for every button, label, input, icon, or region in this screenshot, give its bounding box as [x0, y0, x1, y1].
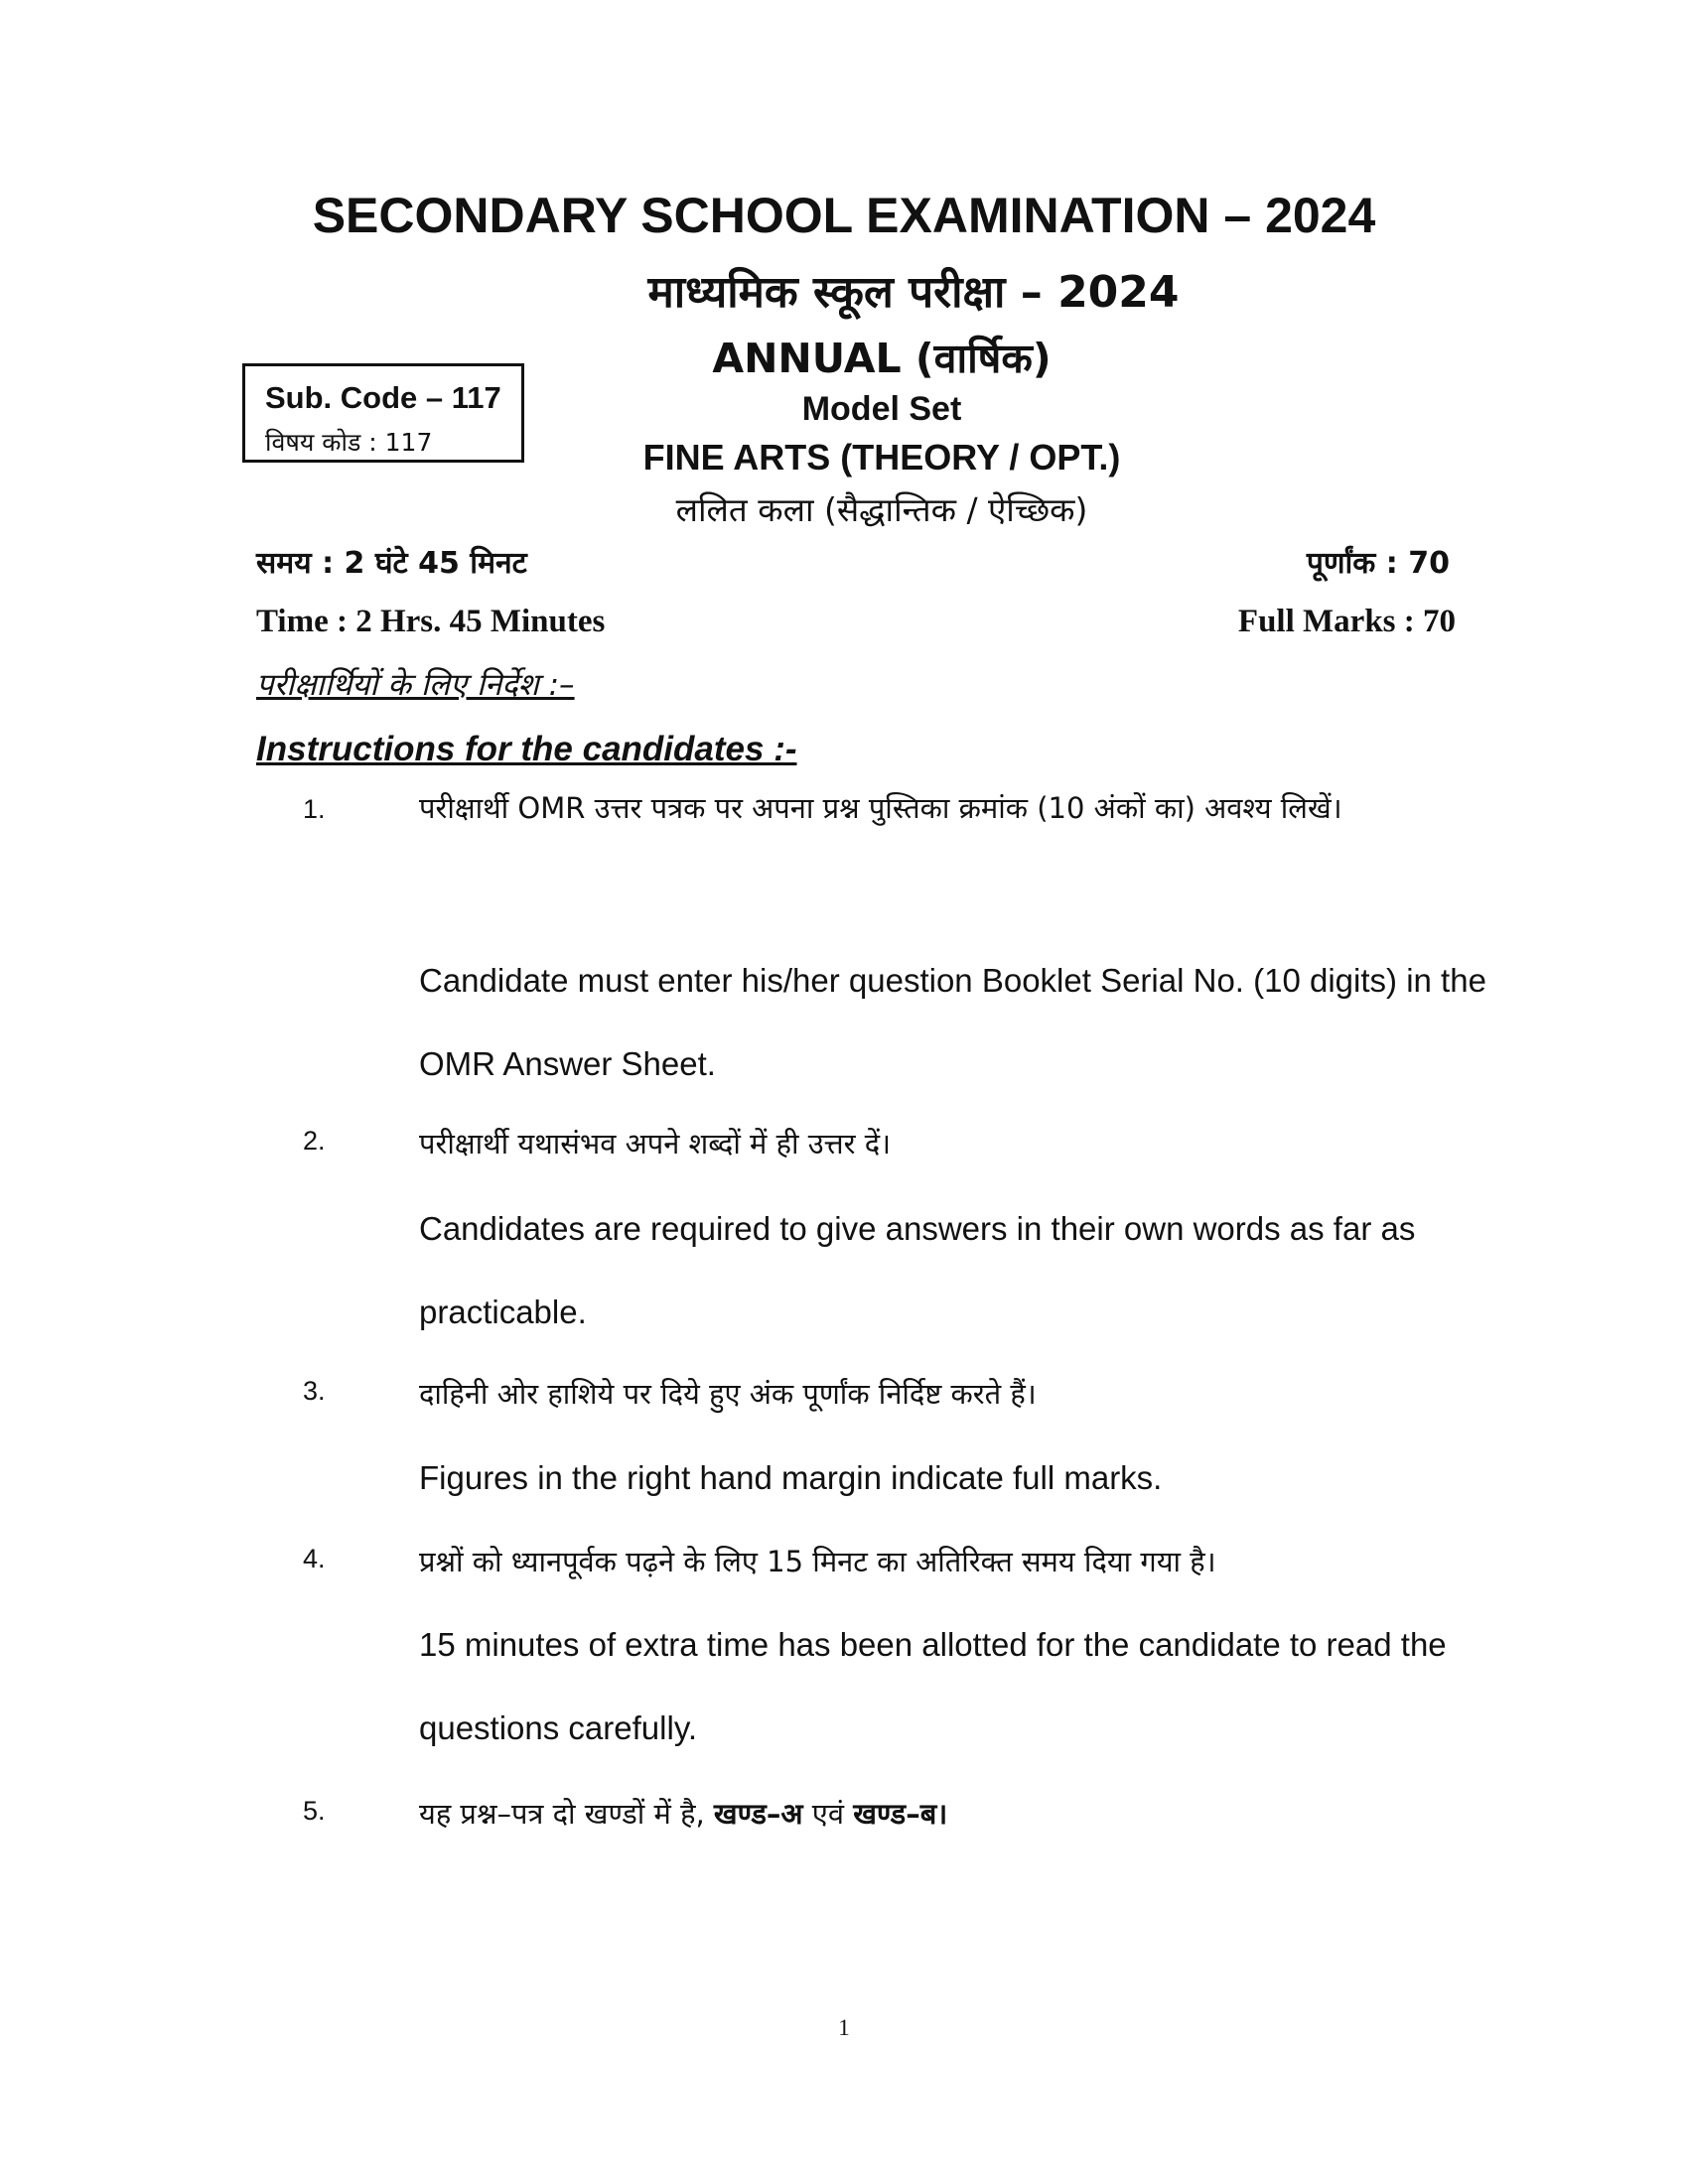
instructions-heading-english: Instructions for the candidates :-: [256, 730, 797, 768]
subject-code-box: [242, 363, 524, 463]
instruction-number: 1.: [303, 794, 326, 824]
model-set-label: Model Set: [801, 390, 962, 428]
instruction-text-english: Candidate must enter his/her question Booklet Serial No. (10 digits) in the OMR Answer Sheet.: [419, 962, 1486, 1082]
instruction-text-hindi: प्रश्नों को ध्यानपूर्वक पढ़ने के लिए 15 मिनट का अतिरिक्त समय दिया गया है।: [419, 1545, 1216, 1578]
time-hindi: समय : 2 घंटे 45 मिनट: [256, 546, 527, 581]
subject-code-hindi: विषय कोड : 117: [265, 428, 433, 457]
section-a-label: खण्ड–अ: [713, 1797, 803, 1831]
instruction-text-hindi: परीक्षार्थी OMR उत्तर पत्रक पर अपना प्रश्न पुस्तिका क्रमांक (10 अंकों का) अवश्य लिखें।: [419, 791, 1342, 825]
section-b-label: खण्ड–ब।: [853, 1797, 948, 1831]
full-marks-hindi: पूर्णांक : 70: [1306, 546, 1450, 581]
instruction-number: 2.: [303, 1126, 326, 1156]
instruction-text-english: Figures in the right hand margin indicate full marks.: [419, 1459, 1163, 1496]
subject-hindi: ललित कला (सैद्धान्तिक / ऐच्छिक): [675, 490, 1088, 529]
instruction-text-prefix: यह प्रश्न–पत्र दो खण्डों में है,: [419, 1797, 714, 1831]
instruction-text-hindi: परीक्षार्थी यथासंभव अपने शब्दों में ही उत्तर दें।: [419, 1127, 892, 1160]
page-number: 1: [838, 2015, 850, 2040]
instruction-text-english: 15 minutes of extra time has been allotted for the candidate to read the questions carefully.: [419, 1626, 1447, 1746]
instruction-number: 4.: [303, 1544, 326, 1573]
instruction-text-connector: एवं: [802, 1797, 854, 1831]
instruction-number: 5.: [303, 1796, 326, 1826]
instruction-text-hindi: [419, 1772, 1521, 1855]
instruction-number: 3.: [303, 1376, 326, 1406]
full-marks-english: Full Marks : 70: [1237, 604, 1456, 639]
exam-type: ANNUAL (वार्षिक): [712, 335, 1052, 382]
instruction-text-english: Candidates are required to give answers in their own words as far as practicable.: [419, 1210, 1416, 1330]
exam-title-english: SECONDARY SCHOOL EXAMINATION – 2024: [312, 188, 1376, 243]
instruction-text-hindi: दाहिनी ओर हाशिये पर दिये हुए अंक पूर्णांक निर्दिष्ट करते हैं।: [419, 1377, 1037, 1411]
time-english: Time : 2 Hrs. 45 Minutes: [256, 604, 606, 639]
instructions-heading-hindi: परीक्षार्थियों के लिए निर्देश :–: [256, 667, 575, 703]
exam-title-hindi: माध्यमिक स्कूल परीक्षा – 2024: [647, 267, 1180, 318]
subject-english: FINE ARTS (THEORY / OPT.): [642, 437, 1121, 478]
subject-code-english: Sub. Code – 117: [265, 380, 501, 415]
